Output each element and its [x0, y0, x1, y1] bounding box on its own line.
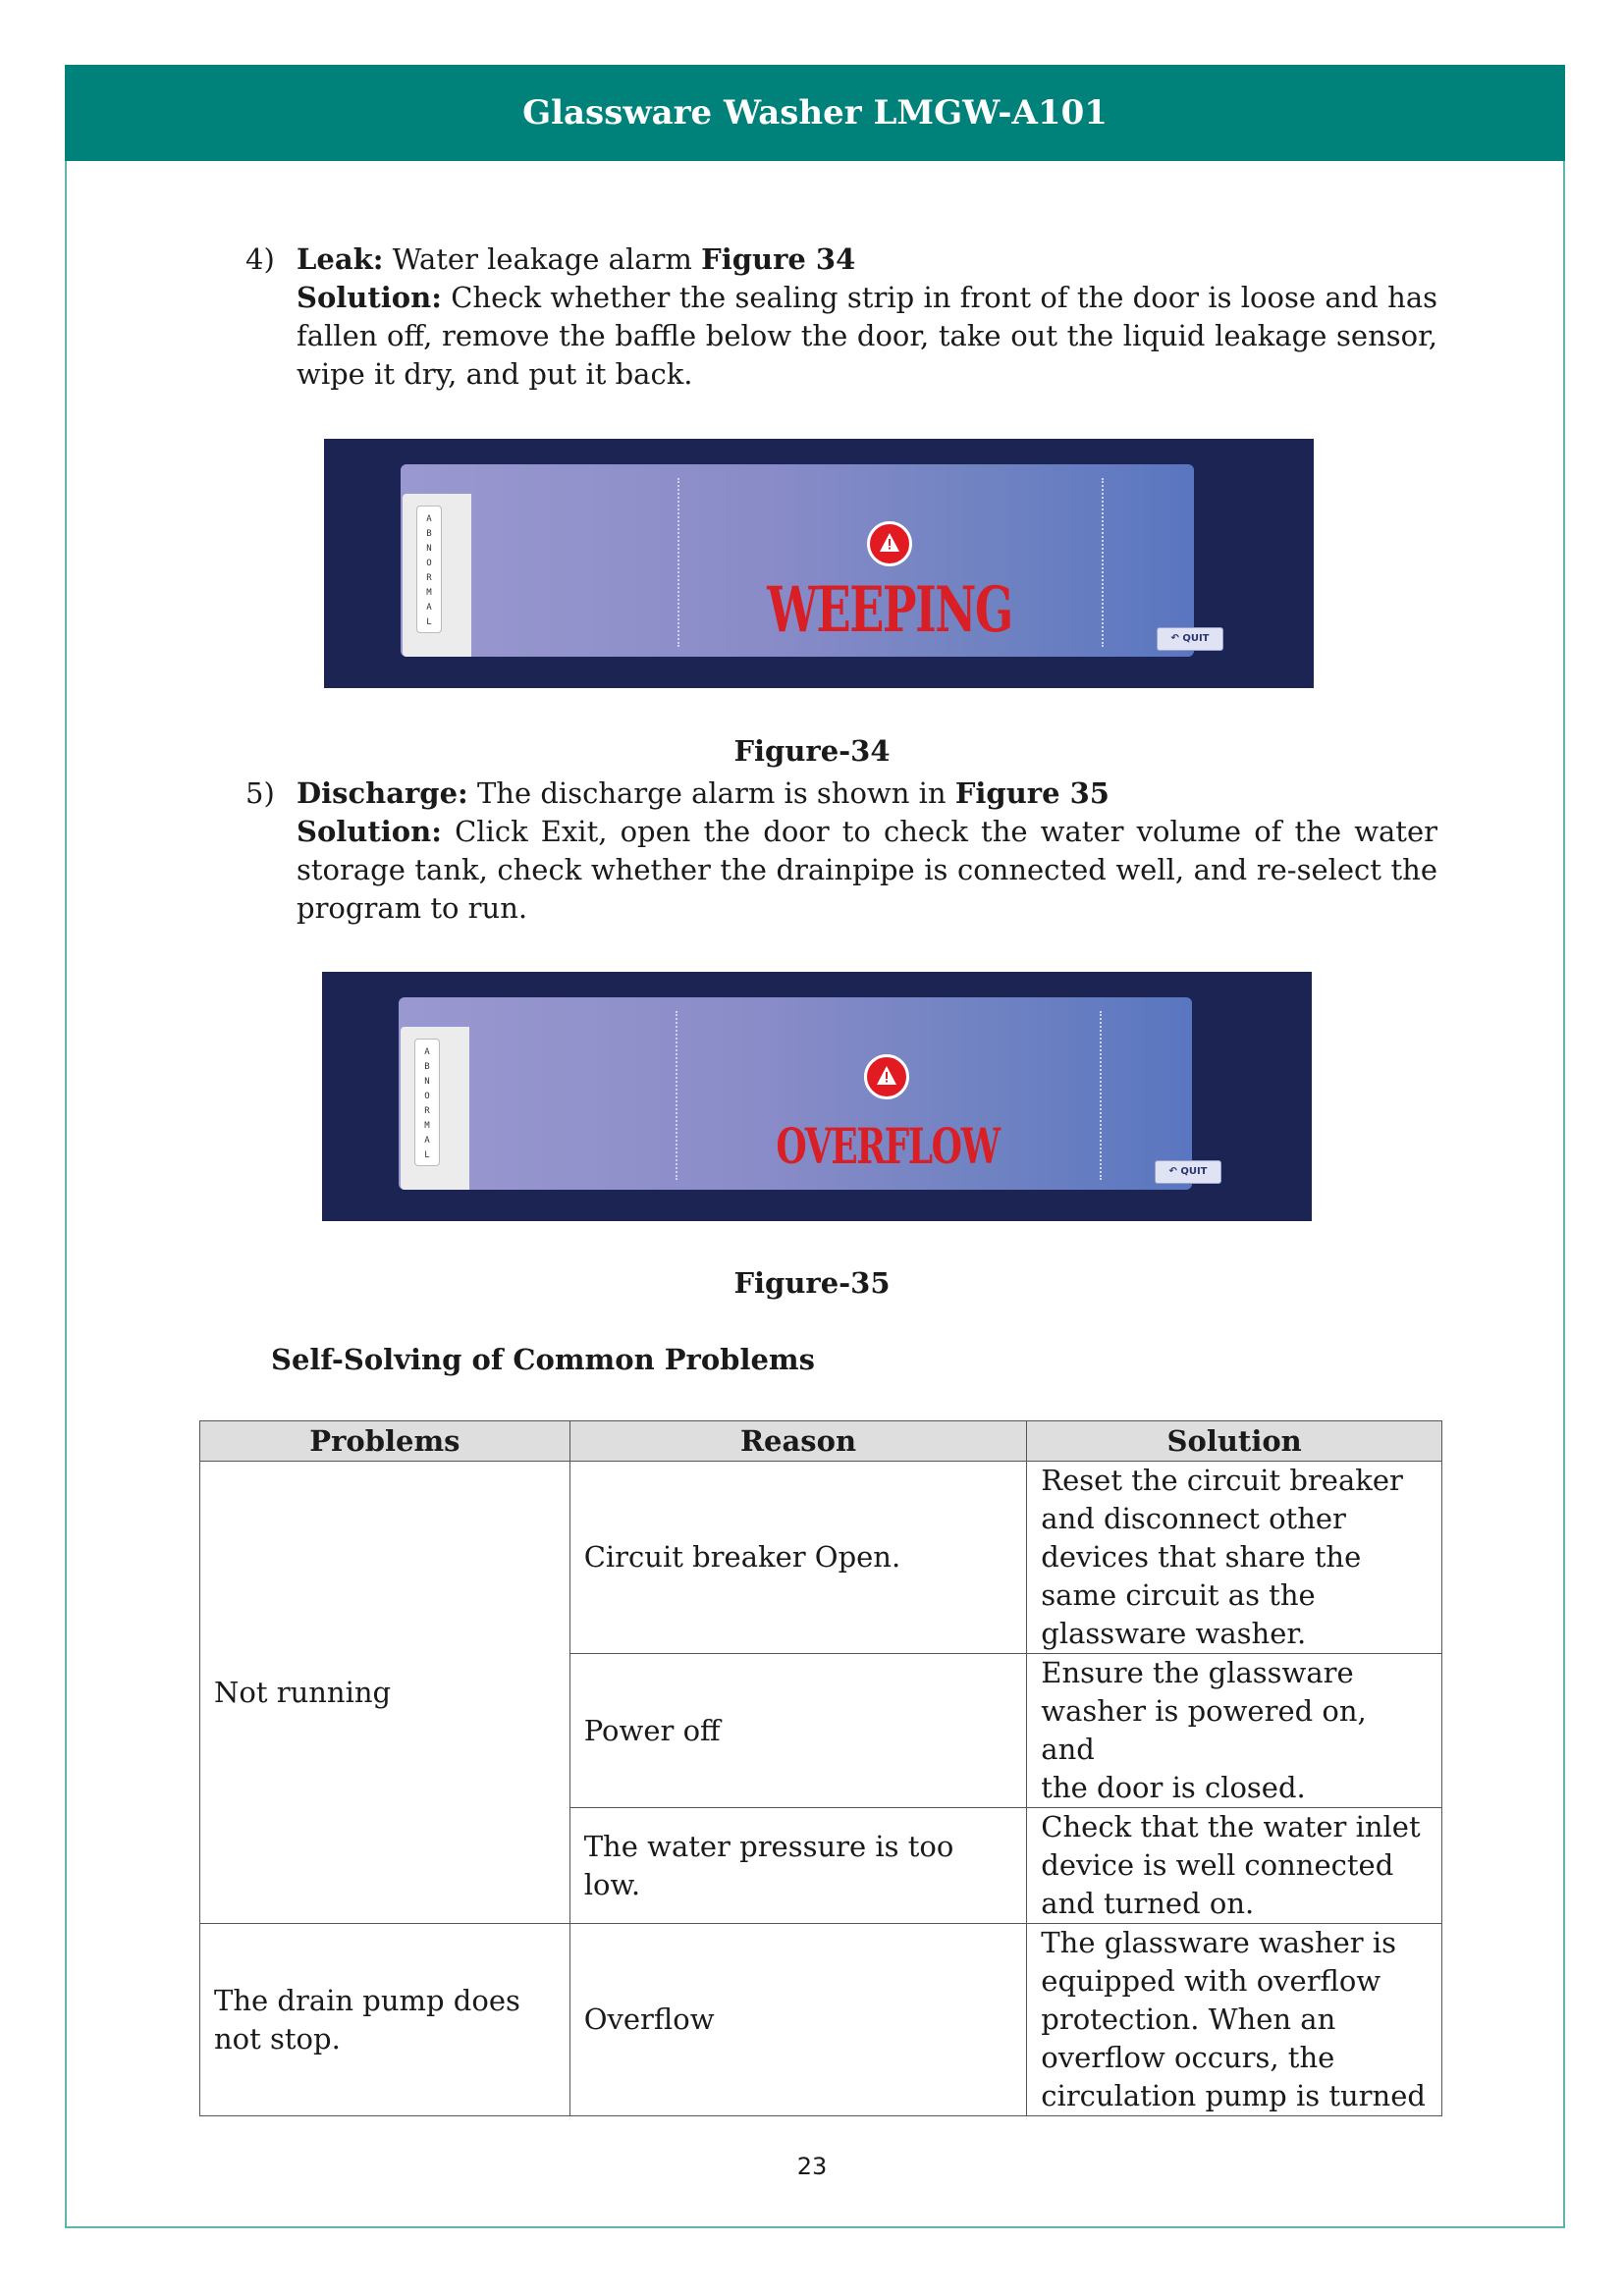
solution-line: same circuit as the: [1041, 1578, 1316, 1612]
solution-text: Check whether the sealing strip in front of the door is loose and has fallen off, remove the baffle below the door, take out the liquid leakage sensor, wipe it dry, and put it back.: [297, 281, 1437, 391]
table-header-row: [200, 1421, 1442, 1462]
problem-line: not stop.: [214, 2021, 341, 2056]
side-label-letter: B: [424, 1062, 430, 1072]
quit-label: QUIT: [1182, 633, 1210, 644]
item-term: Leak: [297, 242, 373, 276]
column-header: Reason: [569, 1421, 1027, 1462]
divider: [1100, 1011, 1102, 1180]
solution-line: the door is closed.: [1041, 1771, 1306, 1804]
header-title: Glassware Washer LMGW-A101: [522, 93, 1108, 133]
solution-line: circulation pump is turned: [1041, 2079, 1426, 2112]
side-label-letter: L: [426, 617, 432, 627]
solution-line: and turned on.: [1041, 1887, 1255, 1920]
item-number: 4): [245, 242, 275, 276]
item-number: 5): [245, 776, 275, 810]
figure-caption: Figure-34: [733, 734, 891, 768]
side-label-letter: O: [424, 1092, 430, 1101]
warning-triangle-icon: [867, 521, 912, 566]
problems-table: [199, 1420, 1442, 2116]
abnormal-side-tab: [403, 494, 471, 657]
reason-cell: Power off: [569, 1654, 1027, 1808]
solution-line: The glassware washer is: [1041, 1926, 1397, 1959]
page-header: [65, 65, 1565, 161]
solution-label: Solution:: [297, 281, 442, 314]
problem-cell: Not running: [200, 1462, 570, 1924]
solution-line: washer is powered on, and: [1041, 1694, 1367, 1766]
divider: [1102, 478, 1104, 647]
side-label-letter: O: [426, 559, 432, 568]
page-number: 23: [796, 2153, 828, 2180]
side-label-letter: A: [424, 1136, 430, 1146]
table-row: [200, 1462, 1442, 1654]
solution-line: and disconnect other: [1041, 1502, 1346, 1535]
item-text: The discharge alarm is shown in: [467, 776, 955, 810]
solution-label: Solution:: [297, 815, 442, 848]
solution-line: protection. When an: [1041, 2002, 1336, 2036]
side-label-letter: L: [424, 1150, 430, 1160]
side-label-letter: B: [426, 529, 432, 539]
quit-button[interactable]: ↶ QUIT: [1155, 1160, 1221, 1184]
problem-cell: [200, 1924, 570, 2116]
solution-line: Reset the circuit breaker: [1041, 1464, 1403, 1497]
solution-text: Click Exit, open the door to check the water volume of the water storage tank, check whether the drainpipe is connected well, and re-select the program to run.: [297, 815, 1437, 925]
alarm-message: OVERFLOW: [776, 1117, 1000, 1175]
solution-cell: [1027, 1654, 1442, 1808]
solution-line: devices that share the: [1041, 1540, 1362, 1574]
side-label-letter: N: [424, 1077, 430, 1087]
abnormal-label: [416, 506, 442, 633]
side-label-letter: A: [426, 603, 432, 613]
alarm-screen-overflow: [322, 972, 1312, 1221]
divider: [677, 478, 679, 647]
solution-line: Check that the water inlet: [1041, 1810, 1421, 1843]
alarm-message: WEEPING: [767, 573, 1012, 647]
side-label-letter: M: [424, 1121, 430, 1131]
solution-line: device is well connected: [1041, 1848, 1394, 1882]
side-label-letter: N: [426, 544, 432, 554]
figure-reference: Figure 35: [954, 776, 1110, 810]
abnormal-label: [414, 1039, 440, 1166]
item-sep: :: [458, 776, 468, 810]
figure-caption: Figure-35: [733, 1266, 891, 1300]
side-label-text: [415, 1045, 439, 1163]
side-label-letter: R: [426, 573, 432, 583]
alarm-screen-weeping: [324, 439, 1314, 688]
item-term: Discharge: [297, 776, 459, 810]
side-label-text: [417, 512, 441, 630]
side-label-letter: A: [426, 514, 432, 524]
quit-button[interactable]: ↶ QUIT: [1157, 627, 1223, 651]
problem-line: The drain pump does: [214, 1983, 520, 2017]
solution-line: Ensure the glassware: [1041, 1656, 1354, 1689]
solution-cell: [1027, 1924, 1442, 2116]
column-header: Solution: [1027, 1421, 1442, 1462]
solution-cell: [1027, 1808, 1442, 1924]
solution-line: overflow occurs, the: [1041, 2041, 1335, 2074]
side-label-letter: A: [424, 1047, 430, 1057]
item-text: Water leakage alarm: [383, 242, 702, 276]
solution-line: equipped with overflow: [1041, 1964, 1381, 1998]
reason-cell: Overflow: [569, 1924, 1027, 2116]
reason-cell: Circuit breaker Open.: [569, 1462, 1027, 1654]
item-sep: :: [372, 242, 384, 276]
column-header: Problems: [200, 1421, 570, 1462]
side-label-letter: R: [424, 1106, 430, 1116]
figure-reference: Figure 34: [701, 242, 856, 276]
solution-cell: [1027, 1462, 1442, 1654]
table-row: [200, 1924, 1442, 2116]
solution-line: glassware washer.: [1041, 1617, 1307, 1650]
quit-label: QUIT: [1180, 1166, 1208, 1177]
side-label-letter: M: [426, 588, 432, 598]
warning-triangle-icon: [864, 1054, 909, 1099]
abnormal-side-tab: [401, 1027, 469, 1190]
divider: [676, 1011, 677, 1180]
reason-cell: The water pressure is too low.: [569, 1808, 1027, 1924]
section-title: Self-Solving of Common Problems: [271, 1343, 815, 1376]
